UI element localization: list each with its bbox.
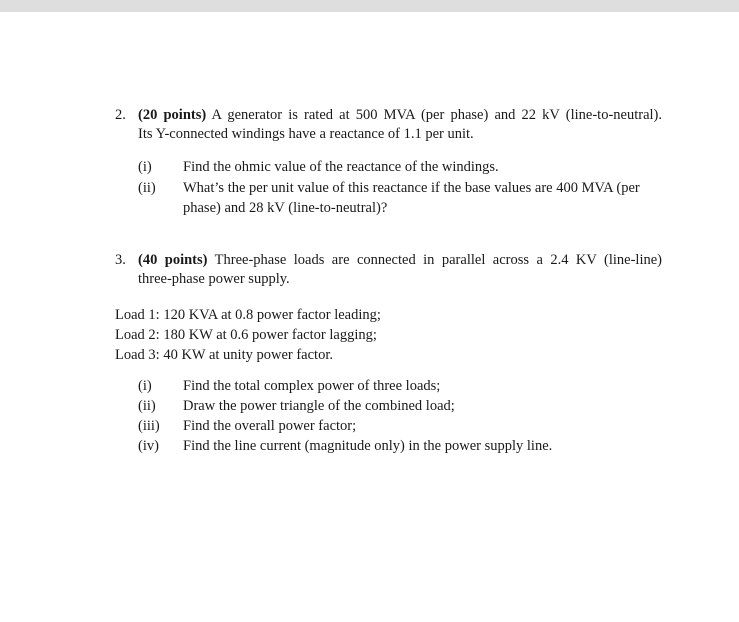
q3-part-iv-num: (iv) bbox=[138, 438, 159, 454]
q3-number: 3. bbox=[115, 252, 126, 268]
q3-part-iii-text: Find the overall power factor; bbox=[183, 418, 357, 434]
q3-part-i-text: Find the total complex power of three loads; bbox=[183, 378, 441, 394]
q3-part-ii-text: Draw the power triangle of the combined load; bbox=[183, 398, 455, 414]
q2-line-2: Its Y-connected windings have a reactance of 1.1 per unit. bbox=[138, 126, 474, 142]
q2-part-i-text: Find the ohmic value of the reactance of the windings. bbox=[183, 159, 499, 175]
q3-points: (40 points) bbox=[138, 252, 208, 268]
q2-points: (20 points) bbox=[138, 107, 207, 123]
q3-part-ii-num: (ii) bbox=[138, 398, 156, 414]
load-2: Load 2: 180 KW at 0.6 power factor lagging; bbox=[115, 327, 377, 343]
load-3: Load 3: 40 KW at unity power factor. bbox=[115, 347, 333, 363]
q3-line-1-text: Three-phase loads are connected in parallel across a 2.4 KV (line-line) bbox=[207, 252, 662, 268]
q2-line-1 bbox=[138, 105, 662, 125]
q2-part-ii-text-2: phase) and 28 kV (line-to-neutral)? bbox=[183, 200, 388, 216]
q2-part-ii-text-1: What’s the per unit value of this reactance if the base values are 400 MVA (per bbox=[183, 180, 640, 196]
q3-part-iv-text: Find the line current (magnitude only) in the power supply line. bbox=[183, 438, 553, 454]
q3-part-i-num: (i) bbox=[138, 378, 152, 394]
q3-line-2: three-phase power supply. bbox=[138, 271, 290, 287]
top-strip bbox=[0, 0, 739, 12]
load-1: Load 1: 120 KVA at 0.8 power factor leading; bbox=[115, 307, 381, 323]
q2-line-1-text: A generator is rated at 500 MVA (per phase) and 22 kV (line-to-neutral). bbox=[206, 107, 662, 123]
q2-part-i-num: (i) bbox=[138, 159, 152, 175]
q2-part-ii-num: (ii) bbox=[138, 180, 156, 196]
q2-number: 2. bbox=[115, 107, 126, 123]
q3-line-1 bbox=[138, 250, 662, 270]
q3-part-iii-num: (iii) bbox=[138, 418, 160, 434]
document-page bbox=[0, 12, 739, 622]
